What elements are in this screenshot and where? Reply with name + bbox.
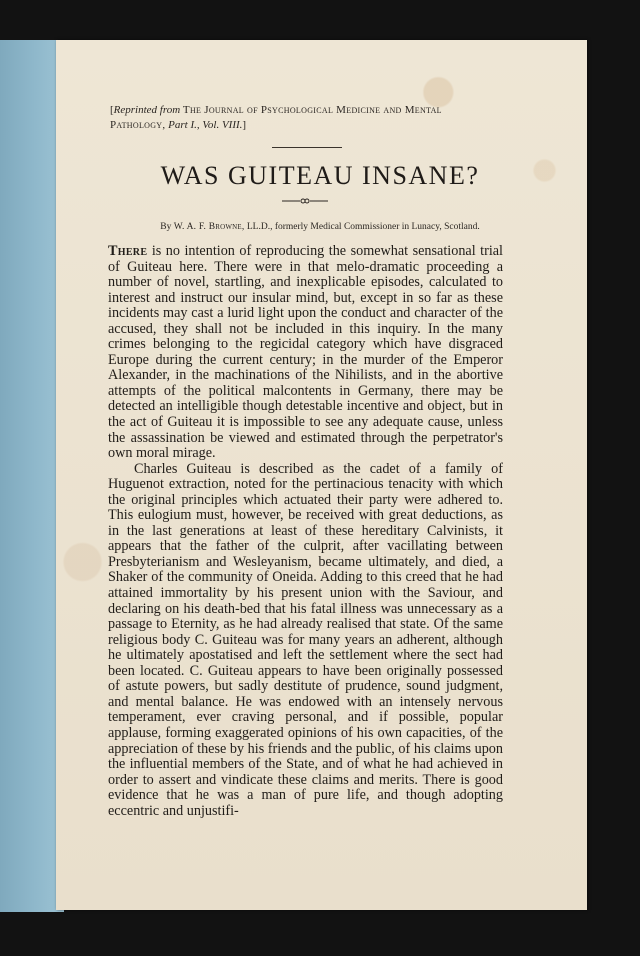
paragraph-1-text: is no intention of reproducing the somewhat sensational trial of Guiteau here. There were in that melo-dramatic proceeding a number of novel, startling, and inexplicable episodes, calculated to interest and instruct our insular mind, but, except in so far as these incidents may cast a lurid light upon the conduct and character of the accused, they shall not be included in this inquiry. In the many crimes belonging to the regicidal category which have disgraced Europe during the current century; in the murder of the Emperor Alexander, in the machinations of the Nihilists, and in the abortive attempts of the political malcontents in Germany, there may be detected an intelligible though detestable incentive and object, but in the act of Guiteau it is impossible to see any adequate cause, unless the assassination be viewed and estimated through the perpetrator's own moral mirage. [108, 243, 503, 462]
byline [110, 221, 530, 234]
article-title: WAS GUITEAU INSANE? [160, 161, 480, 190]
article-body [108, 244, 503, 819]
title-rule [272, 147, 342, 148]
byline-prefix: By [160, 222, 172, 232]
author-name: W. A. F. Browne, [173, 222, 245, 232]
reprint-note [110, 103, 500, 133]
reprint-bracket-close: ] [242, 119, 247, 131]
ornament-divider [282, 196, 328, 206]
author-credentials: LL.D., formerly Medical Commissioner in Lunacy, Scotland. [246, 222, 480, 232]
paragraph-1 [108, 244, 503, 462]
drop-word: There [108, 243, 148, 259]
reprint-bracket-open: [ [110, 104, 114, 116]
reprint-label: Reprinted from [113, 104, 181, 116]
volume-info: Part I., Vol. VIII. [168, 119, 243, 131]
journal-name: The Journal of Psychological Medicine and Mental Pathology, [110, 104, 442, 131]
paragraph-2: Charles Guiteau is described as the cadet of a family of Huguenot extraction, noted for the pertinacious tenacity with which the original principles which actuated their party were adhered to. This eulogium must, however, be received with great deductions, as in the last generations at least of these hereditary Calvinists, it appears that the father of the culprit, after vacillating between Presbyterianism and Wesleyanism, became ultimately, and died, a Shaker of the community of Oneida. Adding to this creed that he had attained immortality by his present union with the Saviour, and declaring on his death-bed that his fatal illness was unnecessary as a passage to Eternity, as he had already realised that state. Of the same religious body C. Guiteau was for many years an adherent, although he ultimately apostatised and left the settlement where the sect had been located. C. Guiteau appears to have been originally possessed of astute powers, but sadly destitute of prudence, sound judgment, and mental balance. He was endowed with an intensely nervous temperament, ever craving personal, and if possible, popular applause, forming exaggerated opinions of his own capacities, of the appreciation of these by his friends and the public, of his claims upon the influential members of the State, and of what he had achieved in order to assert and vindicate these claims and merits. There is good evidence that he was a man of pure life, and though adopting eccentric and unjustifi- [108, 460, 503, 819]
blue-spine [0, 40, 64, 912]
